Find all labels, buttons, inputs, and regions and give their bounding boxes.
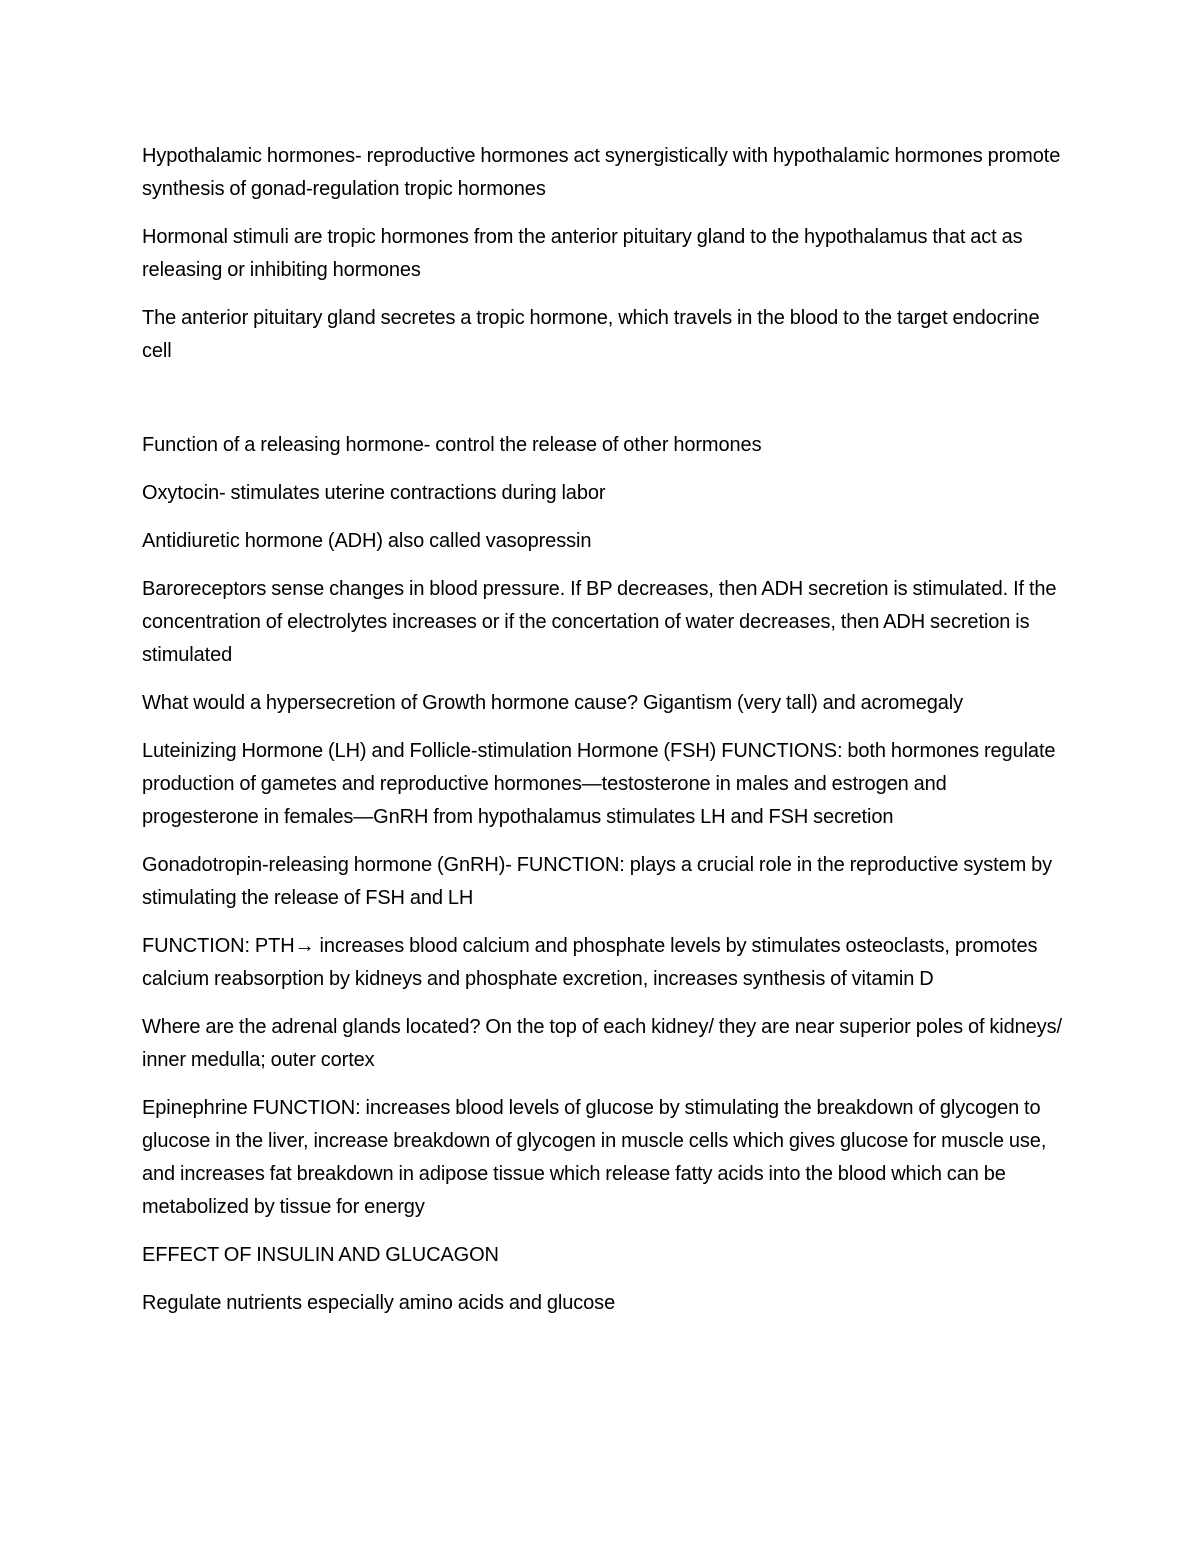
paragraph-regulate-nutrients: Regulate nutrients especially amino acids and glucose [142,1292,616,1314]
paragraph-hormonal-stimuli: Hormonal stimuli are tropic hormones from the anterior pituitary gland to the hypothalamus that act as releasing or inhibiting hormones [142,226,1023,281]
blank-line [142,383,1062,429]
document-body [142,140,1062,1335]
paragraph-insulin-glucagon-heading: EFFECT OF INSULIN AND GLUCAGON [142,1244,499,1266]
pth-prefix: FUNCTION: PTH [142,935,295,957]
paragraph-releasing-hormone: Function of a releasing hormone- control the release of other hormones [142,434,762,456]
paragraph-lh-fsh: Luteinizing Hormone (LH) and Follicle-stimulation Hormone (FSH) FUNCTIONS: both hormones regulate production of gametes and reproductive hormones—testosterone in males and estrogen and progesterone in females—GnRH from hypothalamus stimulates LH and FSH secretion [142,740,1056,828]
pth-text: increases blood calcium and phosphate levels by stimulates osteoclasts, promotes calcium reabsorption by kidneys and phosphate excretion, increases synthesis of vitamin D [142,935,1038,990]
paragraph-hypothalamic-hormones: Hypothalamic hormones- reproductive hormones act synergistically with hypothalamic hormones promote synthesis of gonad-regulation tropic hormones [142,145,1061,200]
paragraph-baroreceptors: Baroreceptors sense changes in blood pressure. If BP decreases, then ADH secretion is stimulated. If the concentration of electrolytes increases or if the concertation of water decreases, then ADH secretion is stimulated [142,578,1057,666]
paragraph-pth [142,930,1062,996]
paragraph-adrenal-glands: Where are the adrenal glands located? On the top of each kidney/ they are near superior poles of kidneys/ inner medulla; outer cortex [142,1016,1062,1071]
paragraph-growth-hormone: What would a hypersecretion of Growth hormone cause? Gigantism (very tall) and acromegaly [142,692,964,714]
paragraph-adh: Antidiuretic hormone (ADH) also called vasopressin [142,530,592,552]
right-arrow-icon: → [294,935,315,957]
paragraph-oxytocin: Oxytocin- stimulates uterine contractions during labor [142,482,606,504]
paragraph-gnrh: Gonadotropin-releasing hormone (GnRH)- FUNCTION: plays a crucial role in the reproductive system by stimulating the release of FSH and LH [142,854,1053,909]
paragraph-anterior-pituitary: The anterior pituitary gland secretes a tropic hormone, which travels in the blood to the target endocrine cell [142,307,1040,362]
paragraph-epinephrine: Epinephrine FUNCTION: increases blood levels of glucose by stimulating the breakdown of glycogen to glucose in the liver, increase breakdown of glycogen in muscle cells which gives glucose for muscle use, and increases fat breakdown in adipose tissue which release fatty acids into the blood which can be metabolized by tissue for energy [142,1097,1047,1218]
